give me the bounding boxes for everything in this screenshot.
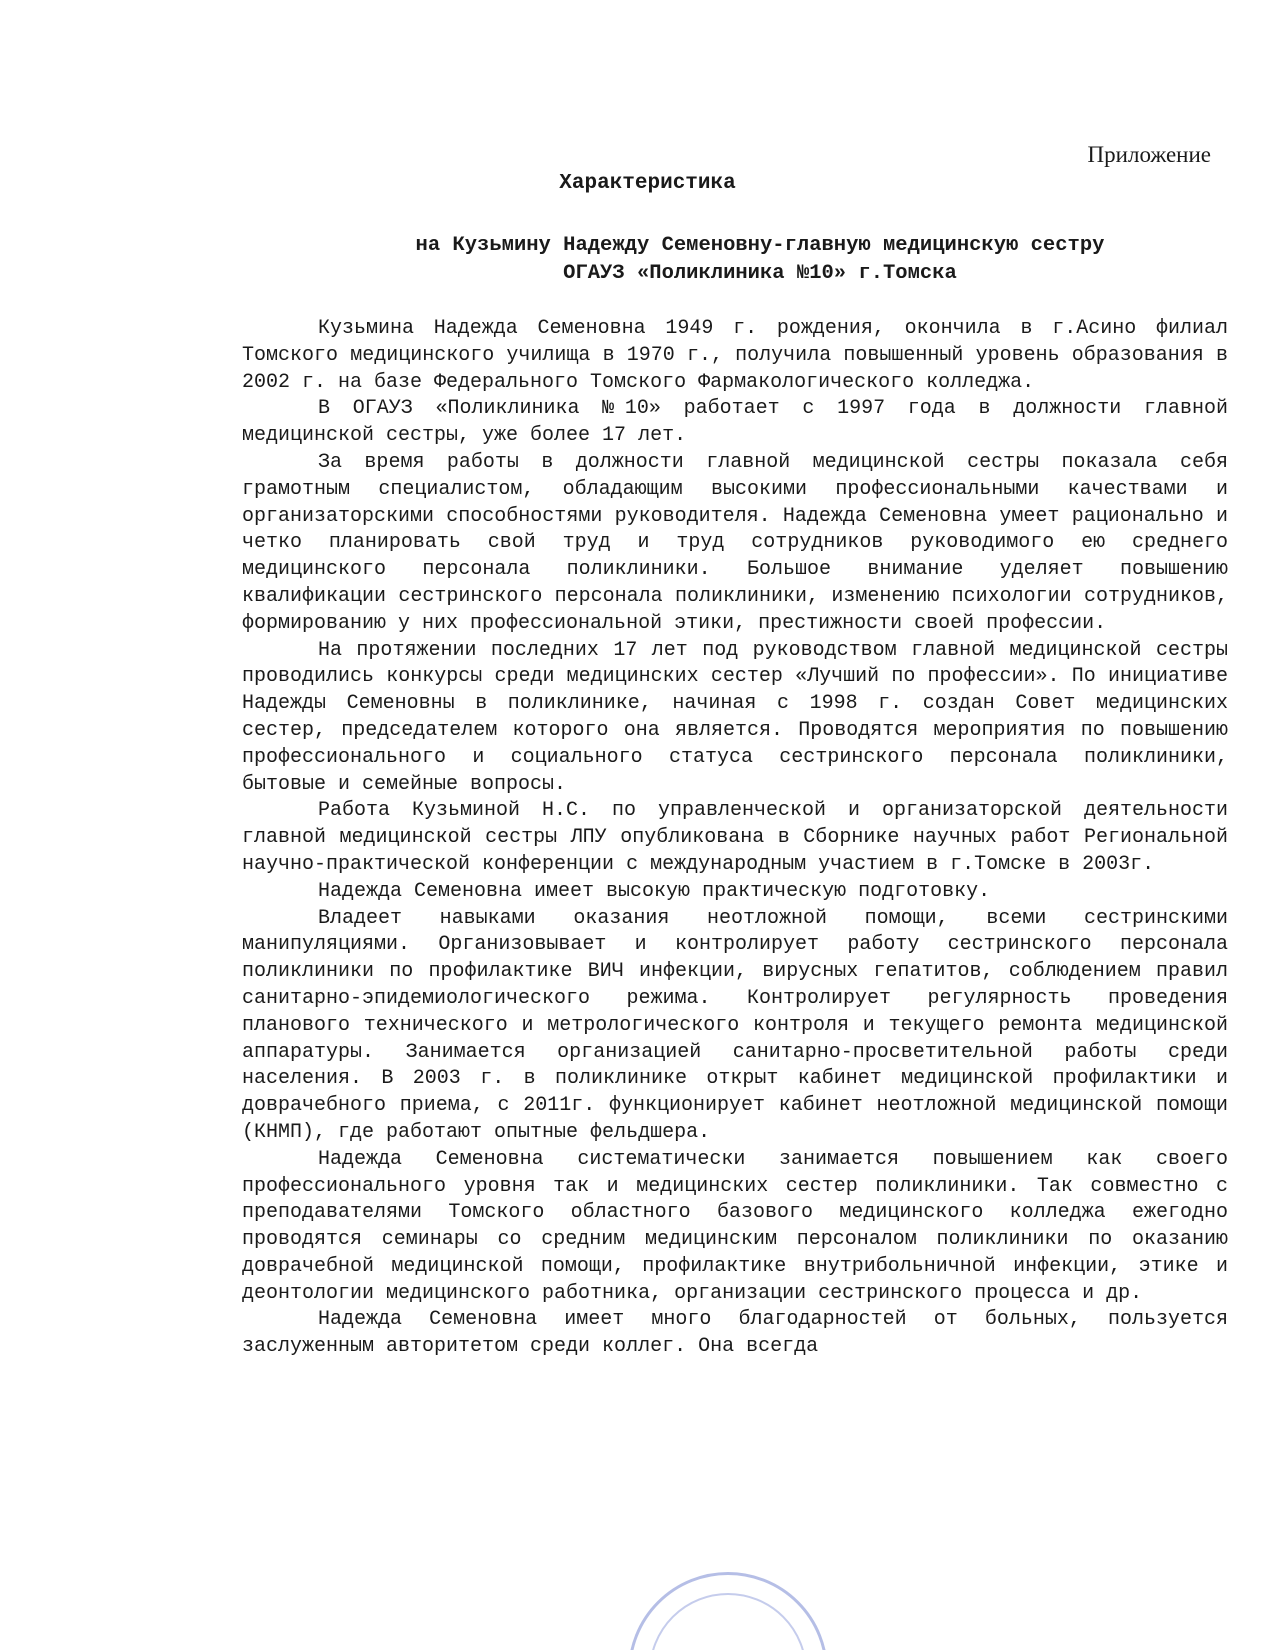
document-title: Характеристика: [559, 172, 736, 195]
document-subtitle: [280, 232, 1240, 288]
document-body: [242, 316, 1228, 1361]
paragraph-employment: В ОГАУЗ «Поликлиника №10» работает с 1997 года в должности главной медицинской сестры, уже более 17 лет.: [242, 397, 1228, 448]
appendix-label: Приложение: [1087, 142, 1211, 167]
subtitle-line-2: ОГАУЗ «Поликлиника №10» г.Томска: [563, 262, 957, 285]
paragraph-training: Надежда Семеновна систематически занимается повышением как своего профессионального уровня так и медицинских сестер поликлиники. Так совместно с преподавателями Томского областного базового медицинского колледжа ежегодно проводятся семинары со средним медицинским персоналом поликлиники по оказанию доврачебной медицинской помощи, профилактике внутрибольничной инфекции, этике и деонтологии медицинского работника, организации сестринского процесса и др.: [242, 1147, 1228, 1305]
subtitle-line-1: на Кузьмину Надежду Семеновну-главную медицинскую сестру: [415, 234, 1105, 257]
paragraph-skills: Владеет навыками оказания неотложной помощи, всеми сестринскими манипуляциями. Организовывает и контролирует работу сестринского персонала поликлиники по профилактике ВИЧ инфекции, вирусных гепатитов, соблюдением правил санитарно-эпидемиологического режима. Контролирует регулярность проведения планового технического и метрологического контроля и текущего ремонта медицинской аппаратуры. Занимается организацией санитарно-просветительной работы среди населения. В 2003 г. в поликлинике открыт кабинет медицинской профилактики и доврачебного приема, с 2011г. функционирует кабинет неотложной медицинской помощи (КНМП), где работают опытные фельдшера.: [242, 906, 1228, 1144]
paragraph-practical: Надежда Семеновна имеет высокую практическую подготовку.: [318, 879, 991, 903]
paragraph-council: На протяжении последних 17 лет под руководством главной медицинской сестры проводились конкурсы среди медицинских сестер «Лучший по профессии». По инициативе Надежды Семеновны в поликлинике, начиная с 1998 г. создан Совет медицинских сестер, председателем которого она является. Проводятся мероприятия по повышению профессионального и социального статуса сестринского персонала поликлиники, бытовые и семейные вопросы.: [242, 638, 1228, 796]
official-stamp: [628, 1572, 828, 1650]
paragraph-publication: Работа Кузьминой Н.С. по управленческой и организаторской деятельности главной медицинской сестры ЛПУ опубликована в Сборнике научных работ Региональной научно-практической конференции с международным участием в г.Томске в 2003г.: [242, 799, 1228, 876]
paragraph-gratitude: Надежда Семеновна имеет много благодарностей от больных, пользуется заслуженным авторитетом среди коллег. Она всегда: [242, 1308, 1228, 1359]
paragraph-education: Кузьмина Надежда Семеновна 1949 г. рождения, окончила в г.Асино филиал Томского медицинского училища в 1970 г., получила повышенный уровень образования в 2002 г. на базе Федерального Томского Фармакологического колледжа.: [242, 317, 1228, 394]
paragraph-qualities: За время работы в должности главной медицинской сестры показала себя грамотным специалистом, обладающим высокими профессиональными качествами и организаторскими способностями руководителя. Надежда Семеновна умеет рационально и четко планировать свой труд и труд сотрудников руководимого ею среднего медицинского персонала поликлиники. Большое внимание уделяет повышению квалификации сестринского персонала поликлиники, изменению психологии сотрудников, формированию у них профессиональной этики, престижности своей профессии.: [242, 450, 1228, 635]
